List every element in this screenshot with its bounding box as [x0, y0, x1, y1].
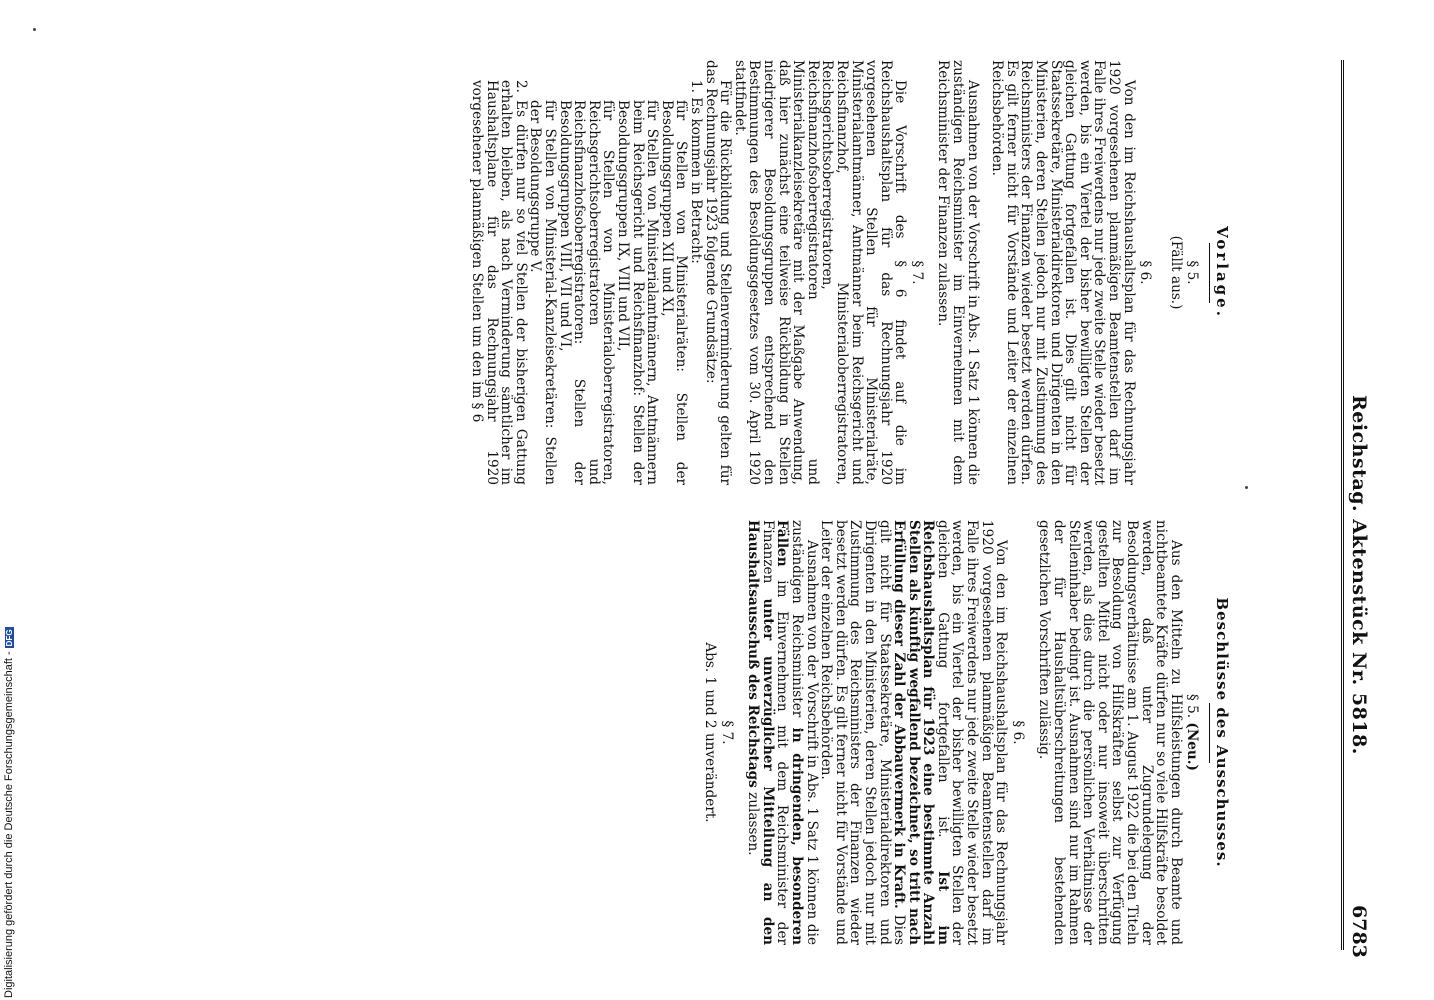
- list-subitem: für Stellen von Ministerialräten: Stellen der Besoldungsgruppen XII und XI,: [658, 100, 690, 485]
- section-heading-line: [1185, 520, 1200, 945]
- list-subitem: für Stellen von Ministerialamtmännern, Amtmännern beim Reichsgericht und Reichsfinanzhof: Stellen der Besoldungsgruppen IX, VIII und VII,: [615, 100, 661, 485]
- bold-text-run: Ist im Reichshaushaltsplan für 1923 eine bestimmte Anzahl Stellen als künftig wegfallend bezeichnet, so tritt nach Erfüllung dieser Zahl der Abbauvermerk in Kraft.: [891, 520, 951, 945]
- text-run: zulassen.: [745, 792, 762, 856]
- digitization-credit: [3, 627, 15, 998]
- section-heading: § 7.: [908, 260, 925, 285]
- credit-text: Digitalisierung gefördert durch die Deutsche Forschungsgemeinschaft -: [3, 651, 15, 998]
- column-vorlage: [470, 60, 1230, 485]
- new-label: (Neu.): [1184, 722, 1201, 771]
- text-run: Von den im Reichshaushaltsplan für das Rechnungsjahr 1920 vorgesehenen planmäßigen Beamtenstellen darf im Falle ihres Freiwerdens nur jede zweite Stelle wieder besetzt werden, bis ein Viertel der bisher bewilligten Stellen der gleichen Gattung fortgefallen ist.: [934, 520, 1010, 945]
- bold-text-run: unter unverzüglicher Mitteilung an den Haushaltsausschuß des Reichstags: [745, 520, 776, 945]
- page-header-title: Reichstag. Aktenstück Nr. 5818.: [1348, 395, 1370, 755]
- section-heading: § 7.: [718, 720, 735, 745]
- text-run: Dies gilt nicht für Staatssekretäre, Ministerialdirektoren und Dirigenten in den Ministerien, deren Stellen jedoch nur mit Zustimmung des Reichsministers der Finanzen wieder besetzt werden dürfen. Es gilt ferner nicht für Vorstände und Leiter der einzelnen Reichsbehörden.: [818, 520, 908, 946]
- list-item: 1. Es kommen in Betracht:: [688, 80, 704, 264]
- column-title-vorlage: Vorlage.: [1213, 226, 1231, 319]
- section-heading: § 6.: [1009, 720, 1026, 745]
- list-subitem: für Stellen von Ministerial-Kanzleisekretären: Stellen der Besoldungsgruppe V.: [527, 100, 559, 485]
- paragraph: Von den im Reichshaushaltsplan für das Rechnungsjahr 1920 vorgesehenen planmäßigen Beamtenstellen darf im Falle ihres Freiwerdens nur jede zweite Stelle wieder besetzt werden, bis ein Viertel der bisher bewilligten Stellen der gleichen Gattung fortgefallen ist. Dies gilt nicht für Staatssekretäre, Ministerialdirektoren und Dirigenten in den Ministerien, deren Stellen jedoch nur mit Zustimmung des Reichsministers der Finanzen wieder besetzt werden dürfen. Es gilt ferner nicht für Vorstände und Leiter der einzelnen Reichsbehörden.: [989, 60, 1137, 485]
- list-subitem: für Stellen von Ministerialoberregistratoren, Reichsgerichtsoberregistratoren und Reichsfinanzhofsoberregistratoren: Stellen der Besoldungsgruppen VIII, VII und VI,: [556, 100, 617, 485]
- title-rule: [1209, 703, 1210, 763]
- text-run: im Einvernehmen mit dem Reichsminister der Finanzen: [759, 520, 791, 945]
- text-run: Ausnahmen von der Vorschrift in Abs. 1 Satz 1 können die zuständigen Reichsminister: [788, 520, 820, 945]
- digitization-credit-strip: [0, 0, 22, 1000]
- paragraph-mixed: [746, 520, 819, 945]
- list-item: 2. Es dürfen nur so viel Stellen der bisherigen Gattung erhalten bleiben, als nach Verminderung sämtlicher im Haushaltsplane für das Rechnungsjahr 1920 vorgesehener planmäßigen Stellen um den im § 6: [469, 80, 529, 485]
- paragraph: Ausnahmen von der Vorschrift in Abs. 1 Satz 1 können die zuständigen Reichsminister im Einvernehmen mit dem Reichsminister der Finanzen zulassen.: [935, 60, 981, 485]
- header-rule: [1341, 60, 1344, 950]
- section-heading: § 5.: [1184, 260, 1201, 285]
- scan-speck: [1245, 486, 1248, 489]
- title-rule: [1209, 243, 1210, 303]
- paragraph: Für die Rückbildung und Stellenverminderung gelten für das Rechnungsjahr 1923 folgende Grundsätze:: [702, 60, 734, 485]
- paragraph: Die Vorschrift des § 6 findet auf die im Reichshaushaltsplan für das Rechnungsjahr 1920 vorgesehenen Stellen für Ministerialräte, Ministerialamtmänner, Amtmänner beim Reichsgericht und Reichsfinanzhof, Ministerialoberregistratoren, Reichsgerichtsoberregistratoren, Reichsfinanzhofsoberregistratoren und Ministerialkanzleisekretäre mit der Maßgabe Anwendung, daß hier zunächst eine teilweise Rückbildung in Stellen niedrigerer Besoldungsgruppen entsprechend den Bestimmungen des Besoldungsgesetzes vom 30. April 1920 stattfindet.: [731, 60, 909, 485]
- paragraph: Aus den Mitteln zu Hilfsleistungen durch Beamte und nichtbeamtete Kräfte dürfen nur so viele Hilfskräfte besoldet werden, daß unter Zugrundelegung der Besoldungsverhältnisse am 1. August 1922 die bei den Titeln zur Besoldung von Hilfskräften selbst zur Verfügung gestellten Mittel nicht oder nur insoweit überschritten werden, als dies durch die persönlichen Verhältnisse der Stelleninhaber bedingt ist. Ausnahmen sind nur im Rahmen der für Haushaltsüberschreitungen bestehenden gesetzlichen Vorschriften zulässig.: [1036, 520, 1184, 945]
- column-beschluesse: [702, 520, 1229, 945]
- section-heading: § 5.: [1184, 694, 1201, 719]
- section-heading: § 6.: [1137, 260, 1154, 285]
- column-title-beschluesse: Beschlüsse des Ausschusses.: [1213, 597, 1231, 868]
- page-number: 6783: [1348, 905, 1370, 958]
- section-note: Abs. 1 und 2 unverändert.: [702, 642, 718, 823]
- scan-speck: [33, 28, 36, 31]
- paragraph-mixed: [819, 520, 1009, 945]
- dfg-logo-icon: DFG: [4, 629, 14, 647]
- bold-text-run: in dringenden, besonderen Fällen: [774, 520, 805, 945]
- section-note: (Fällt aus.): [1167, 235, 1184, 310]
